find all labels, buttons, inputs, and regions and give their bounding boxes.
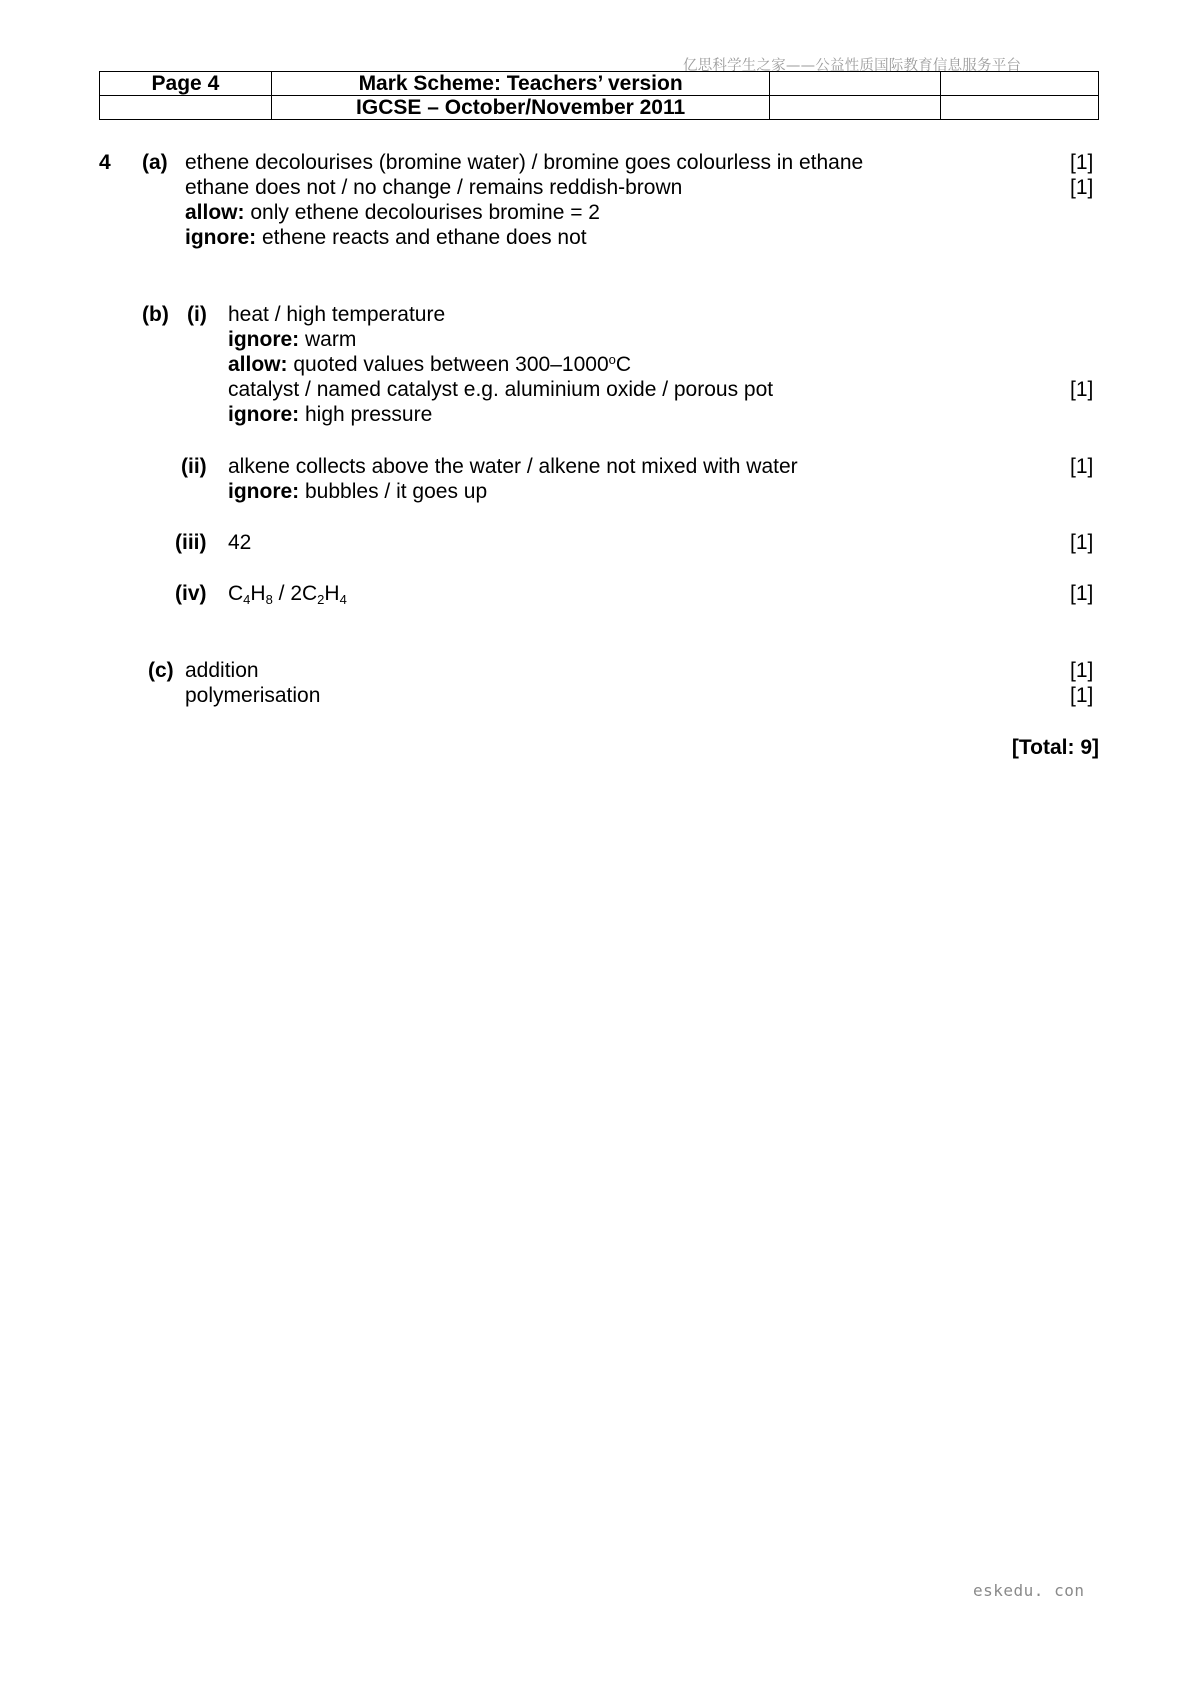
header-title: Mark Scheme: Teachers’ version [271, 72, 770, 96]
header-empty-cell [770, 72, 941, 96]
part-b-iv-formula [228, 581, 347, 606]
degree-symbol: o [608, 352, 616, 367]
ignore-text: warm [299, 328, 357, 351]
ignore-text: ethene reacts and ethane does not [256, 226, 587, 249]
part-a-line1: ethene decolourises (bromine water) / bromine goes colourless in ethane [185, 151, 864, 174]
header-empty-cell [941, 72, 1099, 96]
ignore-keyword: ignore: [228, 328, 300, 351]
part-c-mark1: [1] [1070, 659, 1094, 682]
ignore-text: high pressure [299, 403, 433, 426]
ignore-keyword: ignore: [228, 480, 300, 503]
part-b-i-ignore2 [228, 402, 432, 427]
formula-part: C [228, 582, 244, 605]
header-exam: IGCSE – October/November 2011 [271, 96, 770, 120]
ignore-text: bubbles / it goes up [299, 480, 488, 503]
formula-subscript: 4 [339, 592, 347, 607]
part-b-iii-mark: [1] [1070, 531, 1094, 554]
header-empty-cell [770, 96, 941, 120]
header-page: Page 4 [100, 72, 272, 96]
formula-subscript: 4 [243, 592, 251, 607]
question-number: 4 [99, 151, 111, 174]
part-b-iii-label: (iii) [175, 531, 207, 554]
ignore-keyword: ignore: [185, 226, 257, 249]
part-c-line1: addition [185, 659, 259, 682]
part-b-i-allow [228, 352, 631, 377]
part-b-iv-label: (iv) [175, 582, 207, 605]
part-b-ii-label: (ii) [181, 455, 207, 478]
formula-subscript: 8 [265, 592, 273, 607]
part-a-mark1: [1] [1070, 151, 1094, 174]
part-b-i-ignore1 [228, 327, 356, 352]
part-c-mark2: [1] [1070, 684, 1094, 707]
part-b-ii-mark: [1] [1070, 455, 1094, 478]
question-total: [Total: 9] [1011, 736, 1099, 759]
formula-part: H [250, 582, 266, 605]
part-b-ii-ignore [228, 479, 487, 504]
part-b-i-line4: catalyst / named catalyst e.g. aluminium oxide / porous pot [228, 378, 774, 401]
part-b-i-mark: [1] [1070, 378, 1094, 401]
part-a-mark2: [1] [1070, 176, 1094, 199]
allow-text: quoted values between 300–1000 [287, 353, 609, 376]
part-c-line2: polymerisation [185, 684, 321, 707]
formula-part: H [324, 582, 340, 605]
part-b-i-line1: heat / high temperature [228, 303, 446, 326]
allow-keyword: allow: [185, 201, 245, 224]
part-b-ii-line1: alkene collects above the water / alkene not mixed with water [228, 455, 798, 478]
part-b-iv-mark: [1] [1070, 582, 1094, 605]
allow-keyword: allow: [228, 353, 288, 376]
formula-part: / 2C [272, 582, 318, 605]
part-b-iii-answer: 42 [228, 531, 252, 554]
part-b-label: (b) [142, 303, 169, 326]
part-a-allow [185, 200, 600, 225]
watermark-top: 亿思科学生之家——公益性质国际教育信息服务平台 [683, 58, 1022, 74]
allow-text: only ethene decolourises bromine = 2 [244, 201, 600, 224]
formula-subscript: 2 [317, 592, 325, 607]
part-a-line2: ethane does not / no change / remains reddish-brown [185, 176, 683, 199]
unit: C [615, 353, 632, 376]
part-c-label: (c) [148, 659, 174, 682]
part-a-label: (a) [142, 151, 168, 174]
header-table [99, 71, 1099, 120]
header-empty-cell [100, 96, 272, 120]
part-b-i-label: (i) [187, 303, 207, 326]
ignore-keyword: ignore: [228, 403, 300, 426]
header-empty-cell [941, 96, 1099, 120]
part-a-ignore [185, 225, 587, 250]
watermark-bottom: eskedu. con [973, 1581, 1085, 1600]
